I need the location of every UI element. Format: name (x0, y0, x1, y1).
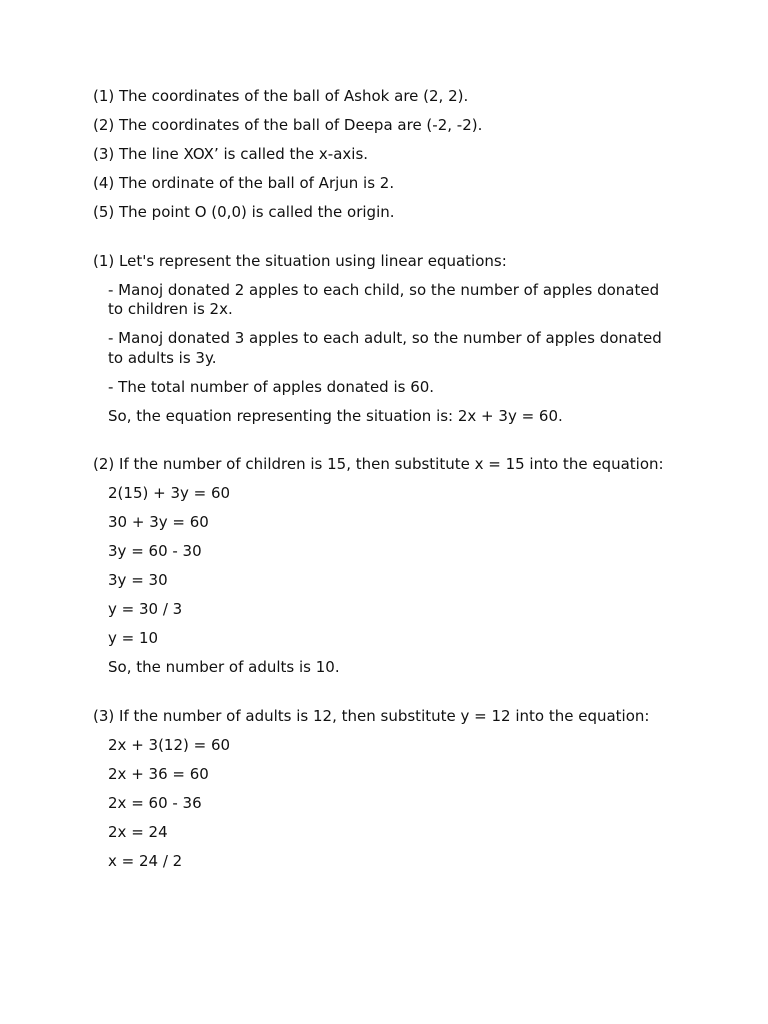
answer-line-4: (4) The ordinate of the ball of Arjun is 2. (93, 174, 395, 192)
adults-step-1: 2x + 3(12) = 60 (108, 735, 231, 754)
children-step-3: 3y = 60 - 30 (108, 542, 202, 560)
equation-bullet-children: - Manoj donated 2 apples to each child, so the number of apples donated to children is 2x. (108, 280, 660, 318)
children-step-6: y = 10 (108, 629, 159, 647)
children-conclusion: So, the number of adults is 10. (108, 658, 340, 676)
children-step-1: 2(15) + 3y = 60 (108, 484, 231, 502)
children-step-5: y = 30 / 3 (108, 600, 183, 618)
answer-line-2: (2) The coordinates of the ball of Deepa are (-2, -2). (93, 116, 483, 134)
adults-step-3: 2x = 60 - 36 (108, 793, 202, 812)
equation-bullet-adults: - Manoj donated 3 apples to each adult, so the number of apples donated to adults is 3y. (108, 329, 662, 367)
answer-line-1: (1) The coordinates of the ball of Ashok are (2, 2). (93, 87, 469, 105)
answers-section-adults-12 (93, 707, 678, 872)
answers-section-children-15 (93, 455, 678, 678)
children-intro: (2) If the number of children is 15, then substitute x = 15 into the equation: (93, 455, 664, 473)
answers-section-coordinates (93, 87, 678, 223)
answer-line-3: (3) The line XOX’ is called the x-axis. (93, 145, 369, 163)
adults-step-4: 2x = 24 (108, 822, 168, 841)
adults-intro: (3) If the number of adults is 12, then substitute y = 12 into the equation: (93, 706, 650, 725)
adults-step-2: 2x + 36 = 60 (108, 764, 209, 783)
children-step-4: 3y = 30 (108, 571, 168, 589)
equation-conclusion: So, the equation representing the situation is: 2x + 3y = 60. (108, 406, 563, 425)
answers-section-equation (93, 252, 678, 427)
adults-step-5: x = 24 / 2 (108, 851, 183, 870)
children-step-2: 30 + 3y = 60 (108, 513, 209, 531)
equation-bullet-total: - The total number of apples donated is 60. (108, 377, 435, 396)
document-page (93, 87, 678, 900)
answer-line-5: (5) The point O (0,0) is called the origin. (93, 203, 395, 221)
equation-intro: (1) Let's represent the situation using linear equations: (93, 251, 507, 270)
